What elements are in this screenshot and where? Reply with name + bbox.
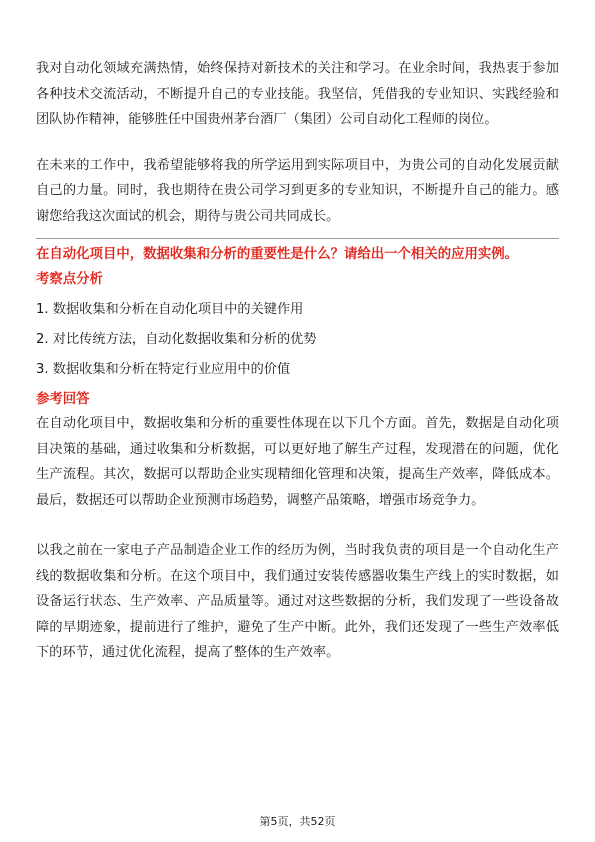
answer-paragraph-2: 以我之前在一家电子产品制造企业工作的经历为例，当时我负责的项目是一个自动化生产线的数据收集和分析。在这个项目中，我们通过安装传感器收集生产线上的实时数据，如设备运行状态、生产效率、产品质量等。通过对这些数据的分析，我们发现了一些设备故障的早期迹象，提前进行了维护，避免了生产中断。此外，我们还发现了一些生产效率低下的环节，通过优化流程，提高了整体的生产效率。: [36, 543, 559, 660]
answer-heading: 参考回答: [36, 392, 90, 407]
answer-paragraph-1: 在自动化项目中，数据收集和分析的重要性体现在以下几个方面。首先，数据是自动化项目决策的基础，通过收集和分析数据，可以更好地了解生产过程，发现潜在的问题，优化生产流程。其次，数据可以帮助企业实现精细化管理和决策，提高生产效率，降低成本。最后，数据还可以帮助企业预测市场趋势，调整产品策略，增强市场竞争力。: [36, 416, 559, 508]
analysis-point: 2. 对比传统方法，自动化数据收集和分析的优势: [36, 332, 317, 347]
page-number: 第5页，共52页: [259, 815, 336, 828]
section-divider: [36, 238, 559, 239]
intro-paragraph-1: 我对自动化领域充满热情，始终保持对新技术的关注和学习。在业余时间，我热衷于参加各种技术交流活动，不断提升自己的专业技能。我坚信，凭借我的专业知识、实践经验和团队协作精神，能够胜任中国贵州茅台酒厂（集团）公司自动化工程师的岗位。: [36, 61, 559, 127]
interview-question: 在自动化项目中，数据收集和分析的重要性是什么？请给出一个相关的应用实例。: [36, 247, 519, 262]
analysis-heading: 考察点分析: [36, 272, 103, 287]
analysis-point: 3. 数据收集和分析在特定行业应用中的价值: [36, 362, 291, 377]
intro-paragraph-2: 在未来的工作中，我希望能够将我的所学运用到实际项目中，为贵公司的自动化发展贡献自己的力量。同时，我也期待在贵公司学习到更多的专业知识，不断提升自己的能力。感谢您给我这次面试的机会，期待与贵公司共同成长。: [36, 157, 559, 224]
analysis-point-list: [36, 295, 559, 385]
analysis-point: 1. 数据收集和分析在自动化项目中的关键作用: [36, 302, 304, 317]
document-page: [36, 56, 559, 666]
